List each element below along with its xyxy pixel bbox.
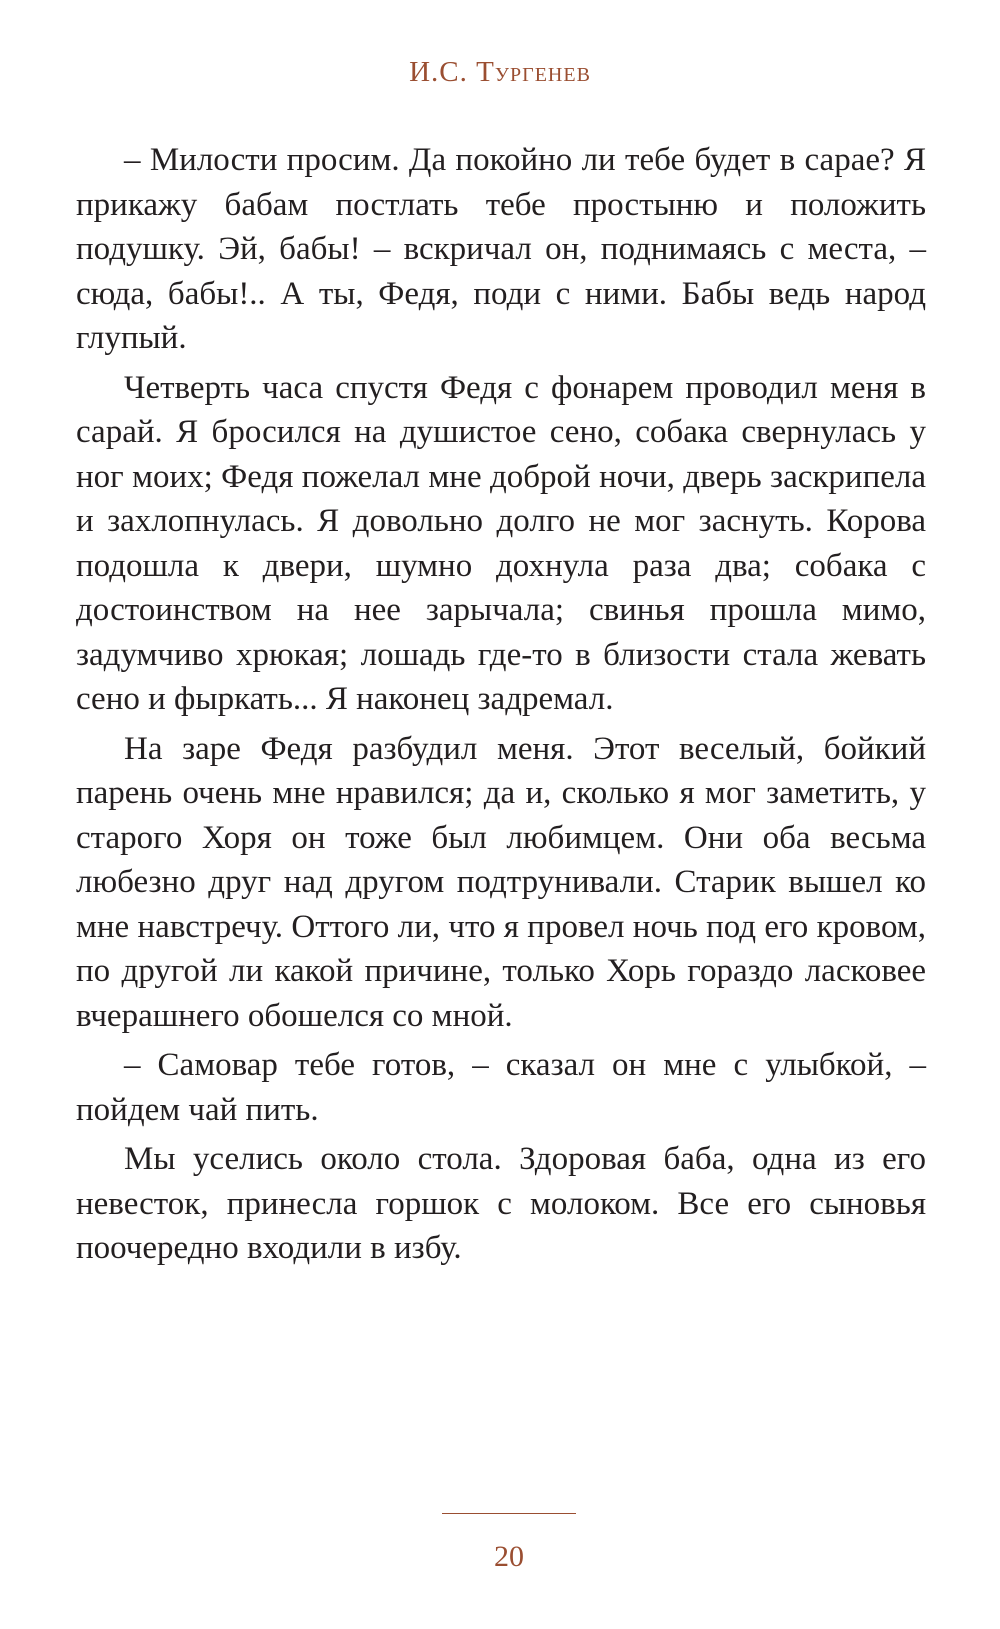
running-head-author: И.С. Тургенев <box>409 56 591 88</box>
paragraph: – Самовар тебе готов, – сказал он мне с улыбкой, – пойдем чай пить. <box>76 1047 926 1128</box>
main-text <box>76 138 926 1276</box>
page-number: 20 <box>494 1540 524 1573</box>
paragraph: На заре Федя разбудил меня. Этот веселый, бойкий парень очень мне нравился; да и, сколько я мог заметить, у старого Хоря он тоже был любимцем. Они оба весьма любезно друг над другом подтрунивали. Старик вышел ко мне навстречу. Оттого ли, что я провел ночь под его кровом, по другой ли какой причине, только Хорь гораздо ласковее вчерашнего обошелся со мной. <box>76 730 926 1034</box>
paragraph: Четверть часа спустя Федя с фонарем проводил меня в сарай. Я бросился на душистое сено, собака свернулась у ног моих; Федя пожелал мне доброй ночи, дверь заскрипела и захлопнулась. Я довольно долго не мог заснуть. Корова подошла к двери, шумно дохнула раза два; собака с достоинством на нее зарычала; свинья прошла мимо, задумчиво хрюкая; лошадь где-то в близости стала жевать сено и фыркать... Я наконец задремал. <box>76 369 926 717</box>
paragraph: – Милости просим. Да покойно ли тебе будет в сарае? Я прикажу бабам постлать тебе простыню и положить подушку. Эй, бабы! – вскричал он, поднимаясь с места, – сюда, бабы!.. А ты, Федя, поди с ними. Бабы ведь народ глупый. <box>76 142 926 356</box>
paragraph: Мы уселись около стола. Здоровая баба, одна из его невесток, принесла горшок с молоком. Все его сыновья поочередно входили в избу. <box>76 1141 926 1266</box>
footer-divider <box>442 1513 576 1514</box>
